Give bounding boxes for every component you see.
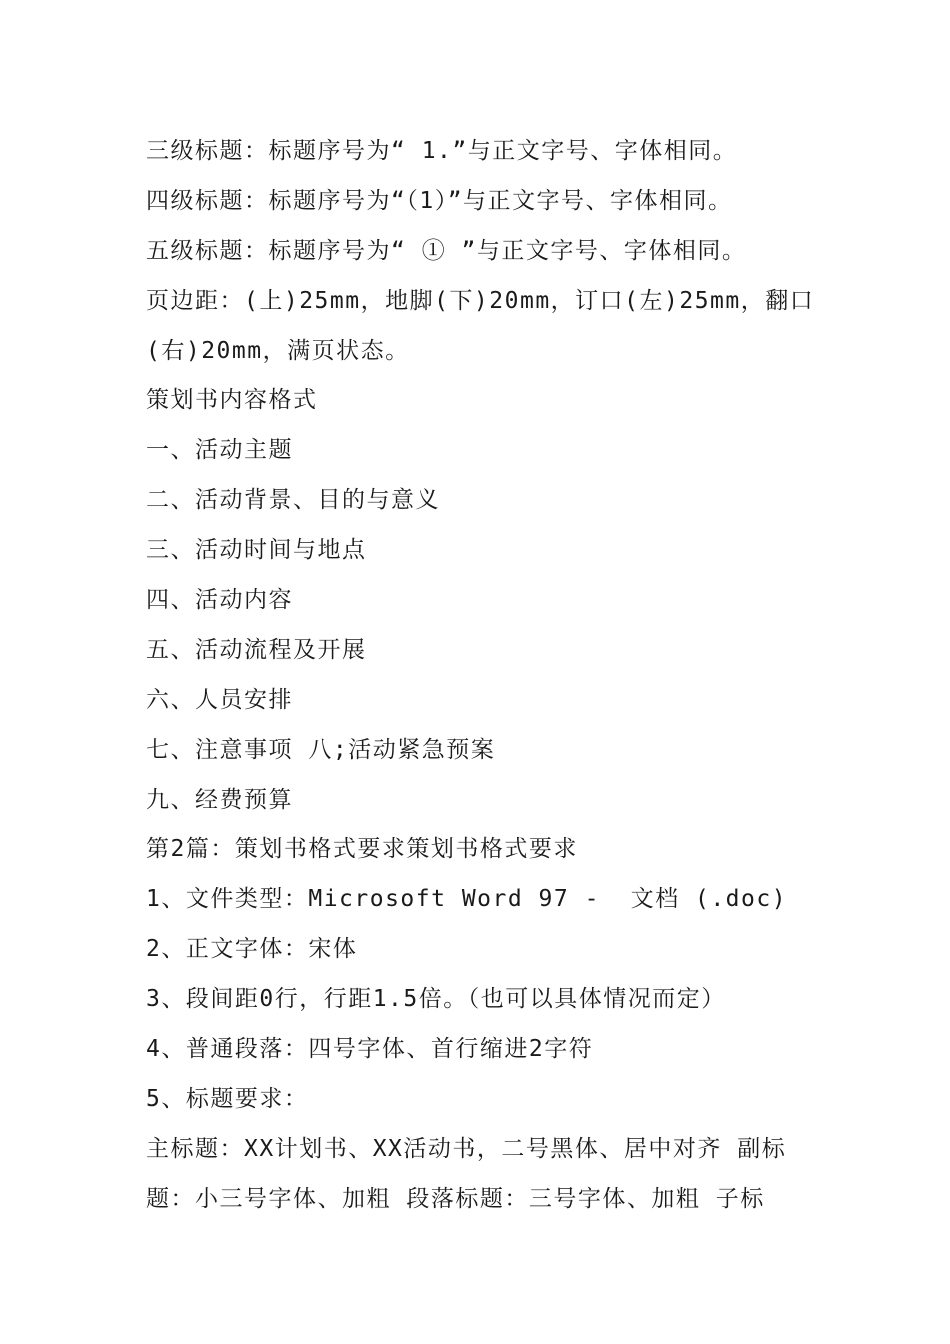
list-item: 七、注意事项 八;活动紧急预案: [146, 736, 496, 763]
list-item: 一、活动主题: [146, 437, 293, 464]
list-item: 1、文件类型：Microsoft Word 97 - 文档 (.doc): [146, 886, 788, 913]
section-heading: 第2篇：策划书格式要求策划书格式要求: [146, 836, 578, 863]
document-body: [146, 127, 816, 1225]
list-item: 四、活动内容: [146, 587, 293, 614]
list-item: 三、活动时间与地点: [146, 537, 367, 564]
list-item: 4、普通段落：四号字体、首行缩进2字符: [146, 1036, 594, 1063]
text-line: 四级标题：标题序号为“（1）”与正文字号、字体相同。: [146, 187, 733, 214]
text-line: 页边距：(上)25mm，地脚(下)20mm，订口(左)25mm，翻口: [146, 287, 815, 314]
list-item: 3、段间距0行，行距1.5倍。（也可以具体情况而定）: [146, 986, 726, 1013]
list-item: 5、标题要求：: [146, 1085, 309, 1112]
list-item: 六、人员安排: [146, 686, 293, 713]
text-line: 主标题：XX计划书、XX活动书，二号黑体、居中对齐 副标: [146, 1135, 787, 1162]
section-heading: 策划书内容格式: [146, 387, 318, 414]
text-line: 三级标题：标题序号为“ 1.”与正文字号、字体相同。: [146, 138, 738, 164]
list-item: 2、正文字体：宋体: [146, 936, 358, 963]
list-item: 二、活动背景、目的与意义: [146, 487, 440, 514]
text-line: 五级标题：标题序号为“ ① ”与正文字号、字体相同。: [146, 237, 747, 264]
list-item: 九、经费预算: [146, 786, 293, 813]
list-item: 五、活动流程及开展: [146, 636, 367, 663]
text-line: (右)20mm，满页状态。: [146, 337, 410, 364]
text-line: 题：小三号字体、加粗 段落标题：三号字体、加粗 子标: [146, 1185, 765, 1212]
